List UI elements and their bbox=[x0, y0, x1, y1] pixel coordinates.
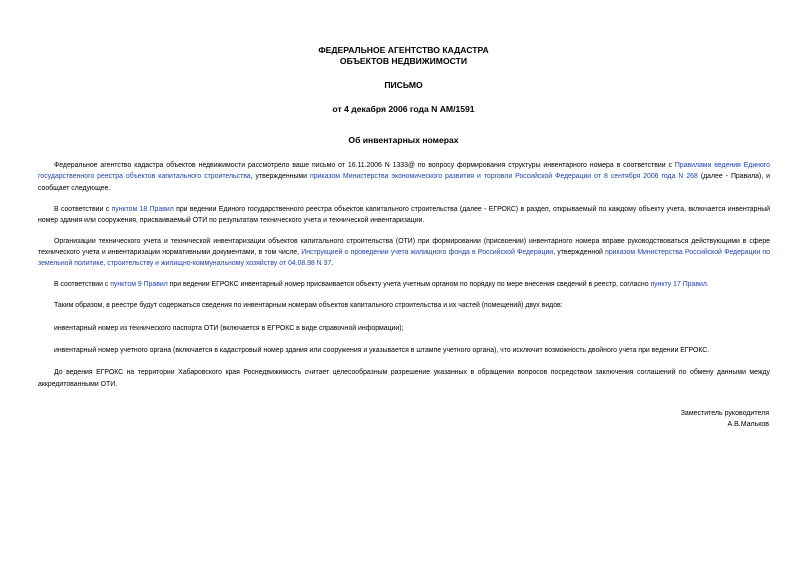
paragraph-text: . bbox=[331, 260, 334, 268]
paragraph-7: инвентарный номер учетного органа (включается в кадастровый номер здания или сооружения и указывается в штампе учетного органа), что исключит возможность двойного учета при ведении ЕГРОКС. bbox=[54, 347, 710, 355]
link-point-17[interactable]: пункту 17 Правил bbox=[650, 281, 707, 289]
paragraph-6: инвентарный номер из технического паспорта ОТИ (включается в ЕГРОКС в виде справочной информации); bbox=[54, 324, 404, 332]
paragraph-text: . bbox=[706, 281, 709, 289]
document-subject: Об инвентарных номерах bbox=[348, 135, 459, 145]
signature-name: А.В.Мальков bbox=[727, 421, 769, 428]
paragraph-text: , утвержденными bbox=[250, 173, 310, 181]
link-point-9[interactable]: пунктом 9 Правил bbox=[110, 281, 168, 289]
paragraph-4 bbox=[38, 279, 770, 290]
link-point-18[interactable]: пунктом 18 Правил bbox=[111, 205, 174, 213]
paragraph-1 bbox=[38, 160, 770, 194]
document-date: от 4 декабря 2006 года N АМ/1591 bbox=[332, 103, 475, 114]
paragraph-text: (далее - Правила), и сообщает следующее. bbox=[38, 173, 770, 192]
link-order-37[interactable]: приказом Министерства Российской Федерации по земельной политике, строительству и жилищно-коммунальному хозяйству от 04.08.98 N 37 bbox=[38, 249, 770, 268]
paragraph-text: , утвержденной bbox=[553, 249, 606, 257]
document-type: ПИСЬМО bbox=[384, 80, 423, 90]
paragraph-text: В соответствии с bbox=[54, 205, 112, 213]
paragraph-text: В соответствии с bbox=[54, 281, 111, 289]
link-order-268[interactable]: приказом Министерства экономического развития и торговли Российской Федерации от 8 сентября 2006 года N 268 bbox=[309, 173, 698, 181]
paragraph-8: До ведения ЕГРОКС на территории Хабаровского края Роснедвижимость считает целесообразным разрешение указанных в обращении вопросов посредством заключения соглашений по обмену данными между аккредитованными ОТИ. bbox=[38, 369, 770, 388]
signature-block bbox=[681, 408, 769, 430]
document-body bbox=[38, 160, 770, 400]
signature-position: Заместитель руководителя bbox=[680, 410, 769, 417]
paragraph-text: при ведении ЕГРОКС инвентарный номер присваивается объекту учета учетным органом по порядку по мере внесения сведений в реестр, согласно bbox=[167, 281, 651, 289]
link-rules-egroks[interactable]: Правилами ведения Единого государственного реестра объектов капитального строительства bbox=[38, 162, 770, 181]
org-name-line1: ФЕДЕРАЛЬНОЕ АГЕНТСТВО КАДАСТРА bbox=[318, 45, 489, 55]
paragraph-text: Федеральное агентство кадастра объектов недвижимости рассмотрело ваше письмо от 16.11.2006 N 1333@ по вопросу формирования структуры инвентарного номера в соответствии с bbox=[54, 162, 675, 169]
link-instruction-housing[interactable]: Инструкцией о проведении учета жилищного фонда в Российской Федерации bbox=[301, 249, 554, 257]
paragraph-text: при ведении Единого государственного реестра объектов капитального строительства (далее - ЕГРОКС) в раздел, открываемый по каждому объекту учета, включается инвентарный номер здания или сооружения, присваиваемый ОТИ по результатам технического учета и технической инвентаризации. bbox=[38, 205, 770, 224]
paragraph-3 bbox=[38, 236, 770, 270]
paragraph-text: Организации технического учета и технической инвентаризации объектов капитального строительства (ОТИ) при формировании (присвоении) инвентарного номера вправе руководствоваться действующими в сфере технического учета и инвентаризации нормативными документами, в том числе, bbox=[38, 237, 770, 257]
document-header bbox=[0, 45, 807, 146]
org-name-line2: ОБЪЕКТОВ НЕДВИЖИМОСТИ bbox=[339, 55, 468, 66]
paragraph-2 bbox=[38, 204, 770, 227]
paragraph-5: Таким образом, в реестре будут содержаться сведения по инвентарным номерам объектов капитального строительства и их частей (помещений) двух видов: bbox=[54, 302, 563, 310]
